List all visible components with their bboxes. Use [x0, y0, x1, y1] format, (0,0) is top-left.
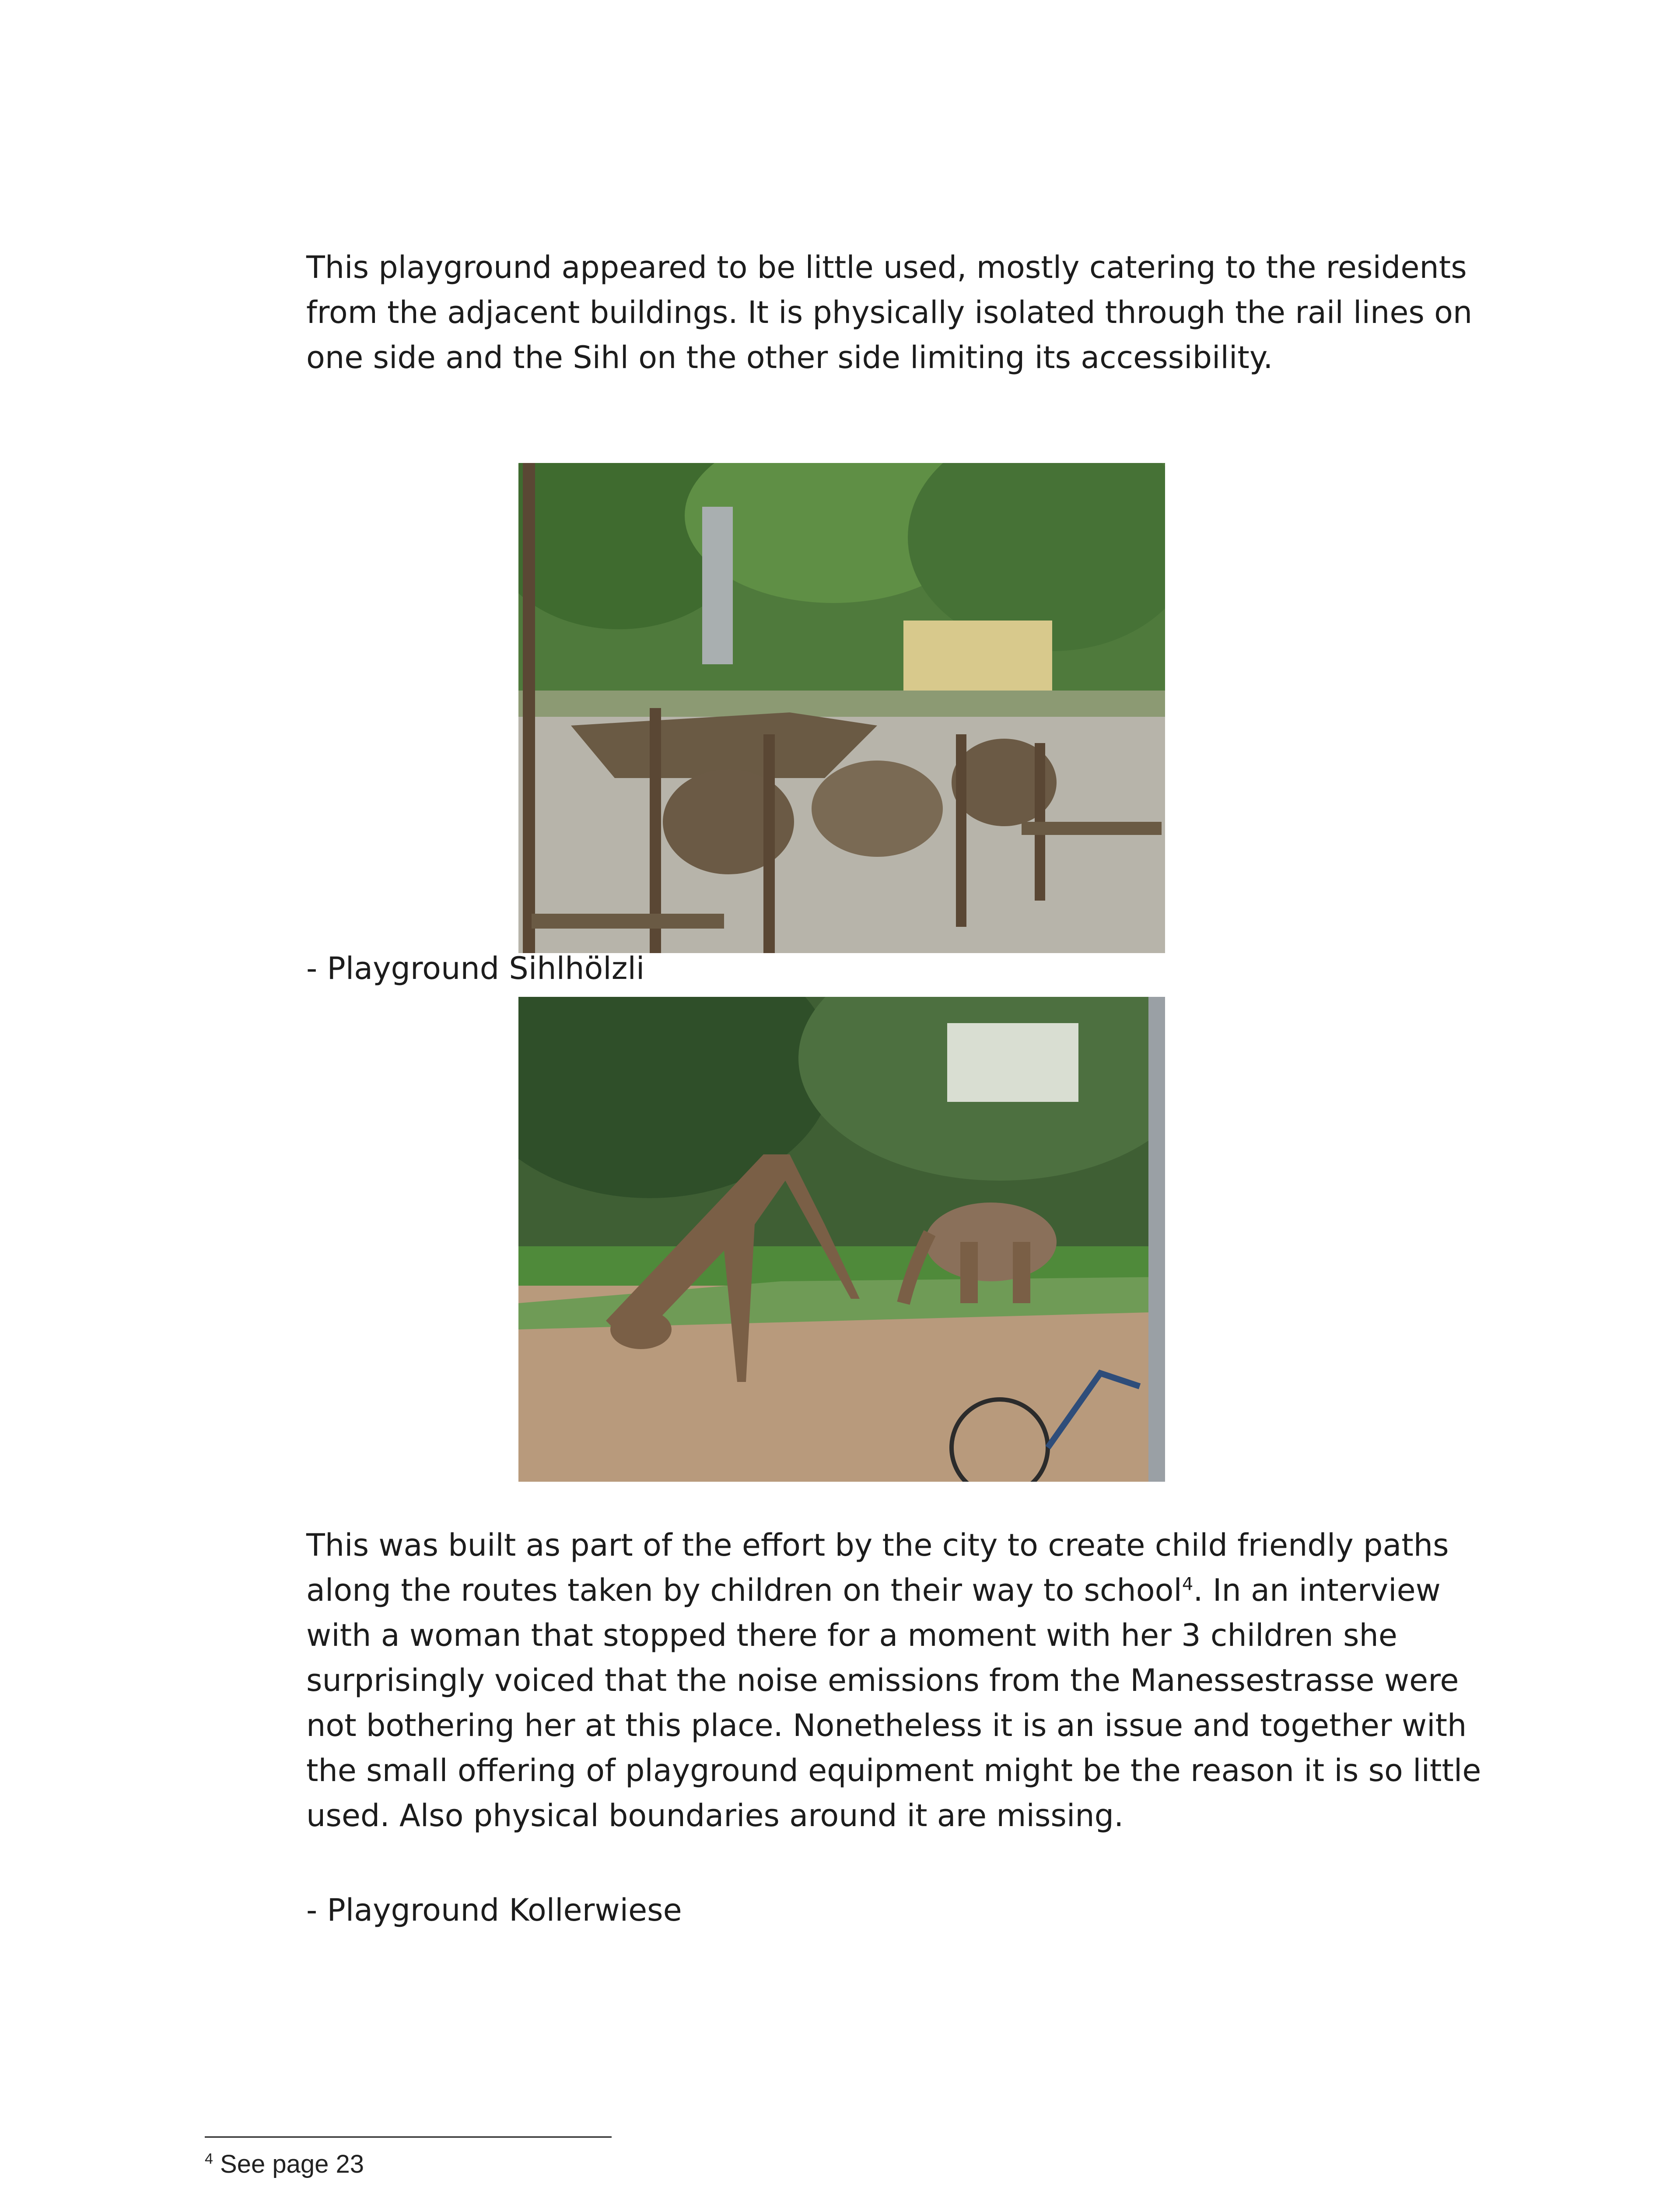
intro-paragraph: This playground appeared to be little used, mostly catering to the residents from the adjacent buildings. It is physically isolated through the rail lines on one side and the Sihl on the other side limiting its accessibility.	[306, 249, 1473, 375]
playground-kollerwiese-photo	[518, 997, 1165, 1482]
caption-sihlholzli: - Playground Sihlhölzli	[306, 950, 645, 986]
footnote	[205, 2147, 364, 2182]
footnote-marker: 4	[205, 2150, 213, 2167]
footnote-text: See page 23	[213, 2150, 364, 2178]
body-text-part-1: This was built as part of the effort by the city to create child friendly paths along the routes taken by children on their way to school	[306, 1527, 1449, 1608]
caption-kollerwiese: - Playground Kollerwiese	[306, 1892, 682, 1928]
footnote-reference[interactable]: 4	[1182, 1574, 1194, 1595]
footnote-divider	[205, 2136, 612, 2138]
playground-sihlholzli-photo	[518, 463, 1165, 953]
body-text-part-2: . In an interview with a woman that stopped there for a moment with her 3 children she surprisingly voiced that the noise emissions from the Manessestrasse were not bothering her at this place. Nonetheless it is an issue and together with the small offering of playground equipment might be the reason it is so little used. Also physical boundaries around it are missing.	[306, 1572, 1481, 1834]
body-paragraph	[306, 1523, 1496, 1838]
